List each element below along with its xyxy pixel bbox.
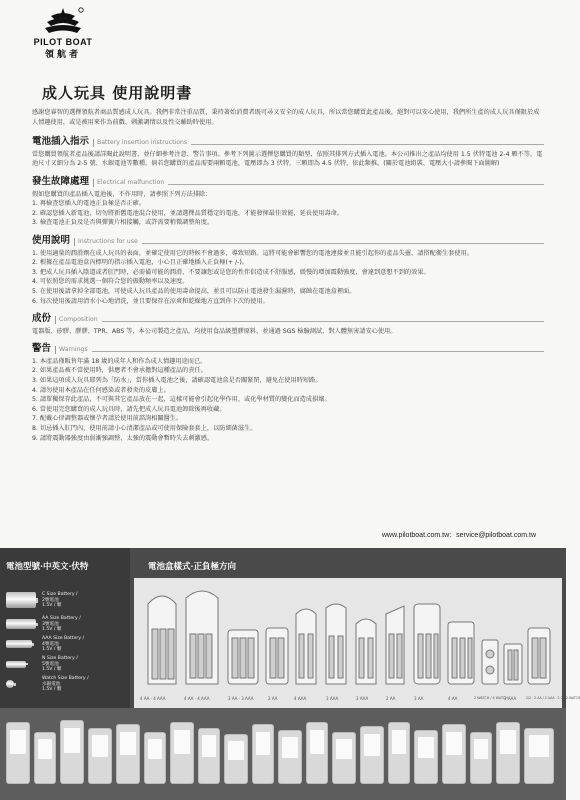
battery-holder-icon — [326, 604, 346, 684]
battery-c-size — [6, 592, 126, 609]
battery-holder-icon — [414, 604, 440, 684]
holder-label: 2 AA — [386, 696, 396, 701]
device-remote-icon — [360, 726, 384, 784]
battery-holder-icon — [386, 606, 404, 684]
list-item: 3. 如果這項成人玩具耶列為「防水」，當你插入電池之後，請確認電池盒是否關緊閉，避免在使用時短路。 — [32, 377, 322, 385]
battery-label-en: N Size Battery / — [42, 656, 78, 661]
battery-holder-icon — [528, 628, 550, 684]
brand-name-zh: 領航者 — [44, 50, 81, 60]
battery-holder-icon — [356, 619, 376, 684]
section-title: 電池插入指示 — [32, 136, 90, 148]
list-item: 7. 配戴心律調整器或懷孕者請於使用前諮詢相關醫生。 — [32, 415, 183, 423]
holder-labels — [134, 696, 580, 706]
section-subtitle: Electrical malfunction — [93, 179, 164, 187]
section-subtitle: Instructions for use — [74, 238, 138, 246]
battery-icon — [6, 661, 26, 668]
section-subtitle: Warnings — [55, 346, 88, 354]
device-remote-icon — [198, 728, 220, 784]
list-item: 3. 檢查電池正負及是否與彈簧片相接觸，或許需要稍微調整角度。 — [32, 219, 214, 227]
battery-volt: 1.5V / 顆 — [42, 627, 62, 633]
battery-holder-illustrations — [142, 584, 554, 694]
list-item: 6. 每次使用後請用清水小心地清洗，並且要保存在涼爽和乾燥地方直到你下次的使用。 — [32, 297, 269, 305]
battery-watch-size — [6, 676, 126, 693]
holder-label: 4 AAA — [294, 696, 307, 701]
battery-box-styles — [134, 578, 580, 708]
list-item: 6. 當使用完您購買的成人玩具時，請先把成人玩具電池卸除後再收藏。 — [32, 405, 226, 413]
section-malfunction — [32, 177, 544, 228]
holder-label: 4 AA — [448, 696, 458, 701]
list-item: 1. 使用適量的潤滑劑在成人玩具的表面，並確定使用它的時候不會過多，導致短路。這將可能會影響您的電池連接並且能引起你的產品失靈，請搭配衛生套使用。 — [32, 249, 473, 257]
section-divider — [191, 144, 544, 145]
device-icons-strip — [4, 718, 562, 790]
battery-holder-icon — [228, 630, 258, 684]
device-remote-icon — [144, 732, 166, 784]
section-battery-insertion — [32, 137, 544, 169]
section-composition — [32, 314, 544, 336]
device-remote-icon — [524, 728, 554, 784]
section-subtitle: Battery insertion instructions — [93, 139, 187, 147]
battery-holder-icon — [296, 609, 316, 684]
battery-label-zh: 水銀電池 — [42, 681, 61, 687]
section-divider — [142, 243, 544, 244]
battery-volt: 1.5V / 顆 — [42, 667, 62, 673]
battery-label-zh: 2號電池 — [42, 597, 59, 603]
device-remote-icon — [332, 732, 356, 784]
section-warnings — [32, 344, 544, 443]
device-remote-icon — [278, 730, 302, 784]
list-item: 1. 再檢查您插入的電池正負極是否正確。 — [32, 200, 146, 208]
list-item: 8. 切忌插入肛門內，使用前請小心清潔產品或可使用保險套套上，以防細菌滋生。 — [32, 425, 257, 433]
holder-label: 4 AA · 4 AAA — [140, 696, 166, 701]
holder-label: 2 WATCH / 4 WATCH — [474, 696, 508, 700]
section-divider — [102, 321, 544, 322]
holder-label: 3 AAA — [356, 696, 369, 701]
brand-name-en: PILOT BOAT — [33, 37, 93, 47]
holder-label: 2/2 · 2 AA / 2 AAA · 2 C / 2 WATCH — [526, 696, 580, 700]
separator: ： — [449, 532, 457, 539]
device-remote-icon — [470, 732, 492, 784]
battery-holder-icon — [186, 591, 218, 684]
battery-icon — [6, 680, 14, 688]
battery-holder-icon — [148, 596, 176, 684]
battery-label-en: C Size Battery / — [42, 592, 78, 597]
website-link[interactable]: www.pilotboat.com.tw — [381, 532, 450, 539]
service-email-link[interactable]: service@pilotboat.com.tw — [456, 532, 536, 539]
manual-body — [32, 108, 544, 451]
battery-label-en: AA Size Battery / — [42, 616, 81, 621]
device-remote-icon — [306, 722, 328, 784]
intro-paragraph: 感謝您睿智的選擇領航者商品質感成人玩具。我們非常注重品質，秉持著始消費者既可尋又安全的成人玩具，所以當您購買此產品後，絕對可以安心使用，我們所生產的成人玩具僅限於成人情趣使用，或是被用來作為前戲、刺激調情以及性交輔助時使用。 — [32, 109, 540, 126]
section-title: 成份 — [32, 313, 52, 325]
holder-label: 3 AA · 3 AAA — [228, 696, 254, 701]
section-title: 使用說明 — [32, 234, 71, 246]
device-remote-icon — [442, 724, 466, 784]
list-item: 5. 請單獨保存此產品，不可與其它產品放在一起，這樣可能會引起化學作用，或化學材質的變化而造成損壞。 — [32, 396, 331, 404]
battery-box-title: 電池盒樣式·正負極方向 — [148, 562, 236, 572]
holder-label: 2 AA — [268, 696, 278, 701]
device-remote-icon — [116, 724, 140, 784]
section-title: 發生故障處理 — [32, 175, 90, 187]
battery-n-size — [6, 656, 126, 673]
device-remote-icon — [6, 722, 30, 784]
list-item: 5. 在使用後請拿掉全部電池，可使成人玩具產品的使用壽命提高，並且可以防止電池發生漏濕時，腐蝕在電池盒裡面。 — [32, 287, 356, 295]
battery-label-zh: 4號電池 — [42, 641, 59, 647]
holder-label: 3 AAA — [326, 696, 339, 701]
device-remote-icon — [60, 720, 84, 784]
device-remote-icon — [496, 722, 520, 784]
list-item: 假如您購買的產品插入電池後，不作用時，請參照下列方法排除： — [32, 190, 212, 198]
pilot-boat-logo-icon — [41, 6, 85, 36]
list-item: 2. 根據在產品電池盒內標明的指示插入電池，小心且正確地插入正負極(+ /-)。 — [32, 259, 248, 267]
document-title: 成人玩具 使用說明書 — [42, 84, 193, 102]
list-item: 4. 可依照您的需求挑選一個符合您的振動頻率以及速度。 — [32, 278, 189, 286]
holder-label: 3 AA — [414, 696, 424, 701]
battery-aa-size — [6, 616, 126, 633]
section-divider — [92, 351, 544, 352]
battery-icon — [6, 619, 36, 629]
battery-icon — [6, 640, 32, 648]
list-item: 9. 請將震動器強度由弱漸強調整，太強的震動會暫時失去刺激感。 — [32, 434, 214, 442]
battery-volt: 1.5V / 顆 — [42, 687, 62, 693]
battery-label-zh: 5號電池 — [42, 661, 59, 667]
battery-holder-icon — [482, 640, 498, 684]
list-item: 2. 如果產品被不當使用時，供應者不會承擔對這種產品的責任。 — [32, 367, 207, 375]
list-item: 1. 本產品僅販售年滿 18 歲的成年人和作為成人情趣用途而已。 — [32, 357, 207, 365]
device-remote-icon — [252, 724, 274, 784]
battery-volt: 1.5V / 顆 — [42, 647, 62, 653]
battery-holder-icon — [504, 644, 522, 684]
section-divider — [168, 184, 544, 185]
device-remote-icon — [388, 722, 410, 784]
list-item: 2. 確認您插入新電池，切勿將新舊電池混合使用，並請選擇品質穩定的電池，才能發揮最佳效能，延長使用壽命。 — [32, 209, 344, 217]
section-instructions — [32, 236, 544, 306]
brand-logo — [18, 6, 108, 60]
battery-holder-icon — [266, 628, 288, 684]
battery-aaa-size — [6, 636, 126, 653]
section-title: 警告 — [32, 343, 52, 355]
contact-line — [382, 530, 536, 540]
holder-label: 3 AAA — [504, 696, 517, 701]
holder-label: 4 AA · 4 AAA — [184, 696, 210, 701]
battery-guide-panel — [0, 548, 580, 800]
list-item: 4. 請勿使用本產品在任何感染或者發炎的皮膚上。 — [32, 386, 170, 394]
battery-types-panel — [0, 548, 130, 708]
battery-label-en: Watch Size Battery / — [42, 676, 89, 681]
device-remote-icon — [34, 732, 56, 784]
battery-label-zh: 3號電池 — [42, 621, 59, 627]
device-remote-icon — [414, 730, 438, 784]
battery-holder-icon — [448, 622, 474, 684]
section-paragraph: 電器版、矽膠、膠膠、TPR、ABS 等，本公司製造之產品，均使用食品級塑膠原料，並通過 SGS 檢驗測試，對人體無害請安心使用。 — [32, 327, 397, 335]
battery-label-en: AAA Size Battery / — [42, 636, 85, 641]
battery-icon — [6, 592, 36, 608]
device-remote-icon — [170, 722, 194, 784]
device-remote-icon — [224, 734, 248, 784]
battery-types-title: 電池型號·中英文·伏特 — [6, 562, 89, 572]
section-paragraph: 當您購買領航者產品後請詳閱此說明書，並仔細參考注意、警告事項。參考下列圖示選擇您購買的類型，依照其排列方式插入電池。本公司推出之產品均使用 1.5 伏特電池 2-4 顆不等，電池尺寸又細分為 2-5 號、水銀電池等數種，倘若您購買的產品需要兩顆電池，電壓即為 3 伏特，三顆即為 4.5 伏特，依此類推。(關於電池組裝、電壓大小請參閱下面圖解) — [32, 150, 543, 168]
list-item: 3. 把成人玩具插入陰道或者肛門時，必需備可能的潤滑，不要讓您或是您的性伴侶造成不舒服感，緩慢的增加震動強度，會達到意想不到的效果。 — [32, 268, 430, 276]
section-subtitle: Composition — [55, 316, 98, 324]
device-remote-icon — [88, 728, 112, 784]
battery-volt: 1.5V / 顆 — [42, 603, 62, 609]
